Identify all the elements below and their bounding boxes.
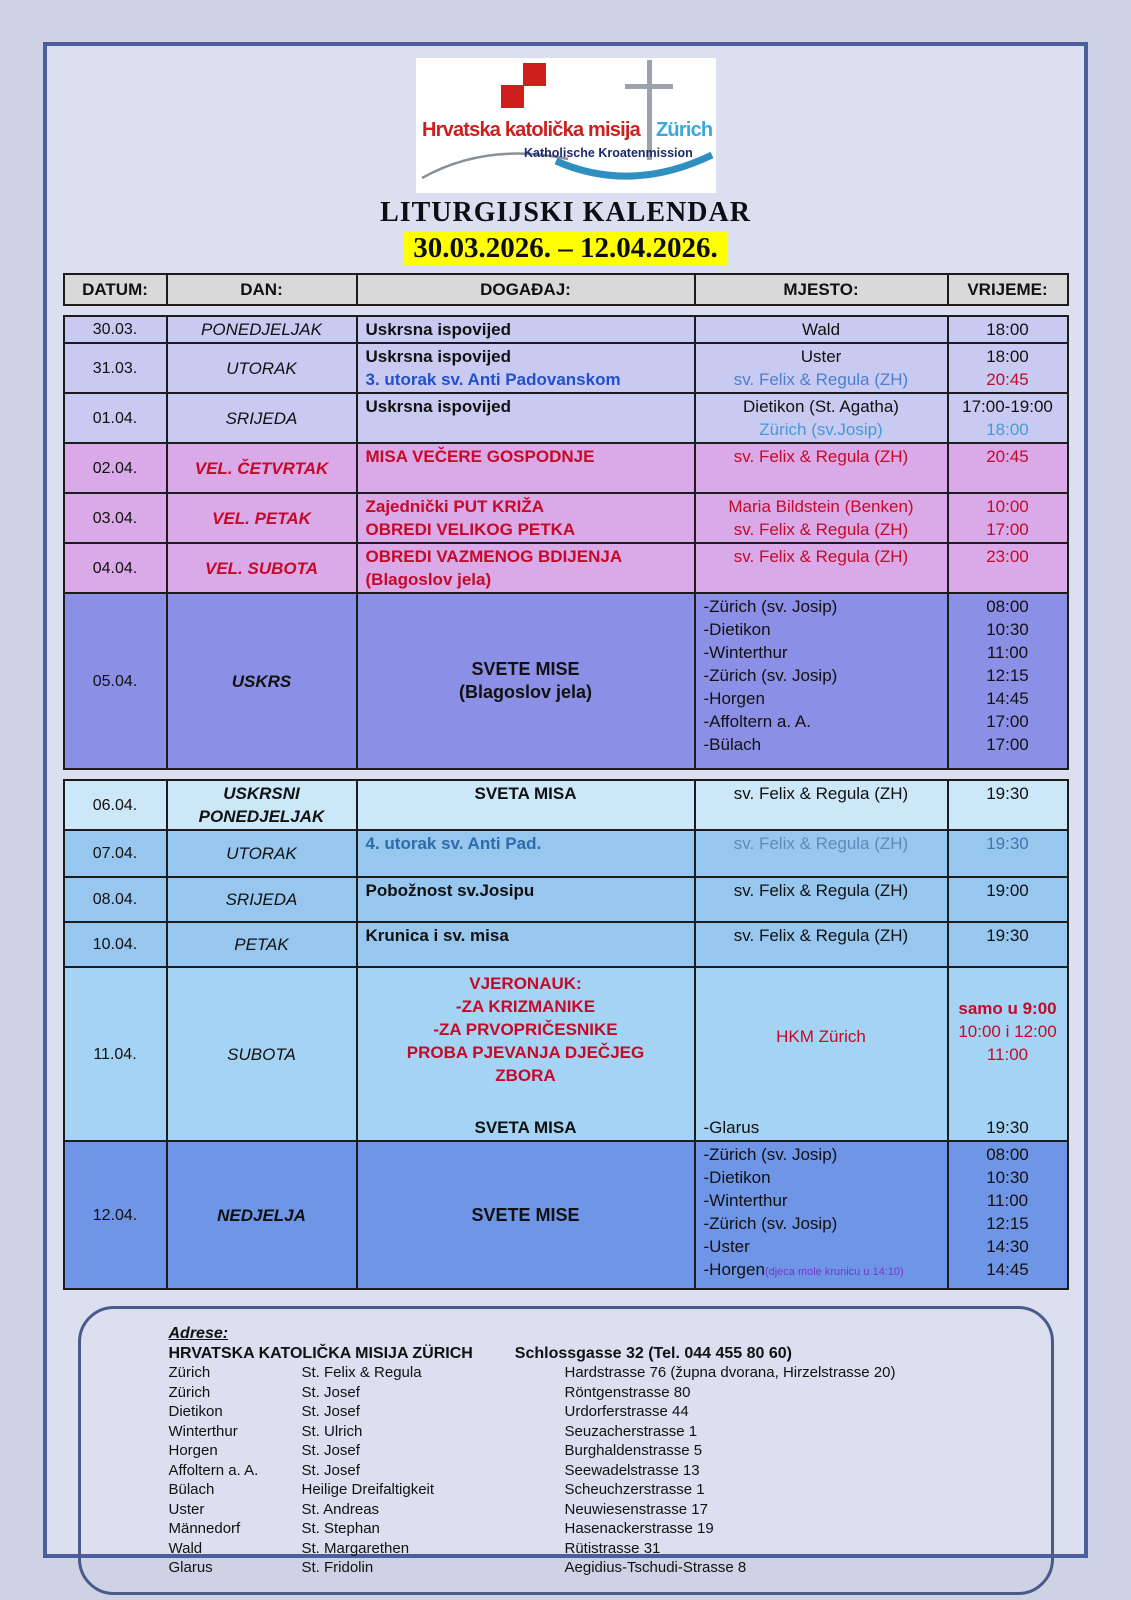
calendar-row xyxy=(65,592,1067,768)
day-cell: NEDJELJA xyxy=(168,1142,358,1288)
address-street: Hardstrasse 76 (župna dvorana, Hirzelstrasse 20) xyxy=(564,1364,896,1381)
calendar-row xyxy=(65,781,1067,829)
calendar-row xyxy=(65,829,1067,876)
time-line: 10:00 xyxy=(986,497,1029,516)
time-line: 18:00 xyxy=(986,347,1029,366)
time-line: 14:45 xyxy=(986,1260,1029,1279)
address-row xyxy=(169,1461,1031,1481)
place-line: -Bülach xyxy=(703,735,762,754)
address-row xyxy=(169,1500,1031,1520)
calendar xyxy=(63,273,1069,1290)
logo-title-blue: Zürich xyxy=(655,119,712,141)
place-cell xyxy=(696,968,949,1140)
address-street: Urdorferstrasse 44 xyxy=(564,1403,689,1420)
place-cell: sv. Felix & Regula (ZH) xyxy=(696,444,949,492)
event-cell xyxy=(358,344,696,392)
header-datum: DATUM: xyxy=(65,275,168,304)
time-line: 14:30 xyxy=(986,1237,1029,1256)
time-line: 17:00 xyxy=(986,735,1029,754)
event-line: (Blagoslov jela) xyxy=(458,682,593,702)
event-line: -ZA KRIZMANIKE xyxy=(455,997,596,1016)
place-line: -Affoltern a. A. xyxy=(703,712,811,731)
address-row xyxy=(169,1480,1031,1500)
addresses-box xyxy=(78,1306,1054,1595)
date-cell: 11.04. xyxy=(65,968,168,1140)
address-row xyxy=(169,1539,1031,1559)
calendar-row xyxy=(65,542,1067,592)
address-church: St. Fridolin xyxy=(301,1559,374,1576)
place-line xyxy=(704,1258,945,1284)
logo-title-red: Hrvatska katolička misija xyxy=(421,119,640,141)
address-city: Uster xyxy=(168,1500,205,1518)
event-cell: Uskrsna ispovijed xyxy=(358,394,696,442)
place-line: Dietikon (St. Agatha) xyxy=(743,397,899,416)
calendar-row xyxy=(65,876,1067,921)
place-cell: sv. Felix & Regula (ZH) xyxy=(696,781,949,829)
time-cell: 19:30 xyxy=(986,834,1029,853)
date-cell: 03.04. xyxy=(65,494,168,542)
address-street: Burghaldenstrasse 5 xyxy=(564,1442,703,1459)
event-line: (Blagoslov jela) xyxy=(365,570,492,589)
time-line: samo u 9:00 xyxy=(958,999,1057,1018)
calendar-row xyxy=(65,442,1067,492)
place-cell: sv. Felix & Regula (ZH) xyxy=(696,878,949,921)
time-line: 11:00 xyxy=(986,1191,1029,1210)
address-city: Wald xyxy=(168,1539,203,1557)
address-street: Hasenackerstrasse 19 xyxy=(564,1520,714,1537)
event-cell xyxy=(358,494,696,542)
address-church: Heilige Dreifaltigkeit xyxy=(301,1481,435,1498)
event-line: Uskrsna ispovijed xyxy=(365,347,512,366)
day-cell: UTORAK xyxy=(168,831,358,876)
mission-street: Schlossgasse 32 (Tel. 044 455 80 60) xyxy=(514,1345,793,1362)
address-row xyxy=(169,1519,1031,1539)
calendar-row xyxy=(65,317,1067,342)
day-cell: VEL. PETAK xyxy=(168,494,358,542)
place-line: -Horgen xyxy=(703,689,765,708)
place-line: -Zürich (sv. Josip) xyxy=(703,666,838,685)
place-line: Uster xyxy=(800,347,842,366)
place-line: -Winterthur xyxy=(703,643,788,662)
address-church: St. Josef xyxy=(301,1461,360,1479)
date-cell: 31.03. xyxy=(65,344,168,392)
place-name: -Horgen xyxy=(703,1260,765,1279)
address-street: Neuwiesenstrasse 17 xyxy=(564,1500,708,1518)
calendar-section-2 xyxy=(63,779,1069,1290)
date-cell: 02.04. xyxy=(65,444,168,492)
day-cell: UTORAK xyxy=(168,344,358,392)
addresses-heading: Adrese: xyxy=(168,1325,229,1342)
address-church: St. Stephan xyxy=(301,1520,380,1537)
place-cell: sv. Felix & Regula (ZH) xyxy=(696,544,949,592)
place-line: -Uster xyxy=(703,1237,750,1256)
time-cell: 23:00 xyxy=(986,547,1029,566)
time-cell xyxy=(949,394,1067,442)
time-line: 20:45 xyxy=(986,370,1029,389)
place-cell xyxy=(696,594,949,768)
place-line: -Dietikon xyxy=(703,620,771,639)
calendar-row xyxy=(65,392,1067,442)
address-city: Männedorf xyxy=(168,1520,241,1537)
event-cell xyxy=(358,968,696,1140)
time-line: 10:30 xyxy=(986,620,1029,639)
logo-subtitle: Katholische Kroatenmission xyxy=(523,146,693,160)
mission-name: HRVATSKA KATOLIČKA MISIJA ZÜRICH xyxy=(168,1345,473,1362)
date-cell: 06.04. xyxy=(65,781,168,829)
date-cell: 04.04. xyxy=(65,544,168,592)
address-row xyxy=(169,1383,1031,1403)
address-street: Scheuchzerstrasse 1 xyxy=(564,1481,705,1498)
day-cell: VEL. SUBOTA xyxy=(168,544,358,592)
place-cell: sv. Felix & Regula (ZH) xyxy=(696,831,949,876)
time-cell: 19:30 xyxy=(986,926,1029,945)
day-cell: VEL. ČETVRTAK xyxy=(168,444,358,492)
header-vrijeme: VRIJEME: xyxy=(949,275,1067,304)
place-line: -Zürich (sv. Josip) xyxy=(703,597,838,616)
place-cell: sv. Felix & Regula (ZH) xyxy=(696,923,949,966)
time-line: 11:00 xyxy=(986,1045,1029,1064)
address-row xyxy=(169,1402,1031,1422)
address-street: Seuzacherstrasse 1 xyxy=(564,1422,698,1440)
event-line: SVETE MISE xyxy=(471,659,580,679)
time-line: 12:15 xyxy=(986,1214,1029,1233)
time-line: 18:00 xyxy=(986,420,1029,439)
address-church: St. Ulrich xyxy=(301,1422,363,1440)
place-line: -Zürich (sv. Josip) xyxy=(703,1214,838,1233)
event-line: 3. utorak sv. Anti Padovanskom xyxy=(365,370,621,389)
time-line: 12:15 xyxy=(986,666,1029,685)
time-line: 10:00 i 12:00 xyxy=(958,1022,1057,1041)
address-city: Zürich xyxy=(168,1383,211,1401)
day-cell: SRIJEDA xyxy=(168,878,358,921)
date-cell: 05.04. xyxy=(65,594,168,768)
time-line: 11:00 xyxy=(986,643,1029,662)
address-row xyxy=(169,1363,1031,1383)
address-church: St. Josef xyxy=(301,1442,360,1459)
rosary-note: (djeca mole krunicu u 14:10) xyxy=(764,1266,904,1278)
header-dogadjaj: DOGAĐAJ: xyxy=(358,275,696,304)
time-cell xyxy=(949,494,1067,542)
place-cell xyxy=(696,1142,949,1288)
time-cell xyxy=(949,344,1067,392)
event-line: OBREDI VELIKOG PETKA xyxy=(365,520,576,539)
place-line: -Glarus xyxy=(703,1118,760,1137)
time-cell xyxy=(949,968,1067,1140)
time-line: 17:00 xyxy=(986,712,1029,731)
mission-logo xyxy=(416,58,716,193)
address-row xyxy=(169,1422,1031,1442)
place-line: HKM Zürich xyxy=(776,1027,866,1046)
address-city: Glarus xyxy=(168,1559,213,1576)
date-cell: 01.04. xyxy=(65,394,168,442)
header-dan: DAN: xyxy=(168,275,358,304)
calendar-row xyxy=(65,921,1067,966)
place-cell xyxy=(696,394,949,442)
address-street: Seewadelstrasse 13 xyxy=(564,1461,700,1479)
date-cell: 07.04. xyxy=(65,831,168,876)
calendar-row xyxy=(65,1140,1067,1288)
address-city: Zürich xyxy=(168,1364,211,1381)
event-line: OBREDI VAZMENOG BDIJENJA xyxy=(365,547,623,566)
event-line: -ZA PRVOPRIČESNIKE xyxy=(433,1020,618,1039)
day-cell: SRIJEDA xyxy=(168,394,358,442)
place-line: Zürich (sv.Josip) xyxy=(759,420,883,439)
calendar-section-1 xyxy=(63,315,1069,770)
address-church: St. Josef xyxy=(301,1383,360,1401)
header-mjesto: MJESTO: xyxy=(696,275,949,304)
date-range-highlight: 30.03.2026. – 12.04.2026. xyxy=(403,232,728,265)
calendar-header-table xyxy=(63,273,1069,306)
header-row xyxy=(65,275,1067,304)
address-street: Röntgenstrasse 80 xyxy=(564,1383,691,1401)
address-church: St. Josef xyxy=(301,1403,360,1420)
place-cell xyxy=(696,494,949,542)
time-line: 19:30 xyxy=(986,1118,1029,1137)
date-cell: 08.04. xyxy=(65,878,168,921)
address-city: Horgen xyxy=(168,1442,218,1459)
time-cell xyxy=(949,1142,1067,1288)
calendar-row xyxy=(65,966,1067,1140)
page-title: LITURGIJSKI KALENDAR xyxy=(380,197,751,228)
time-cell: 19:30 xyxy=(986,784,1029,803)
place-cell xyxy=(696,344,949,392)
address-row xyxy=(169,1558,1031,1578)
time-cell: 20:45 xyxy=(986,447,1029,466)
place-line: -Zürich (sv. Josip) xyxy=(703,1145,838,1164)
day-cell: USKRS xyxy=(168,594,358,768)
day-cell xyxy=(168,781,358,829)
time-line: 10:30 xyxy=(986,1168,1029,1187)
event-line: ZBORA xyxy=(495,1066,556,1085)
event-cell: Pobožnost sv.Josipu xyxy=(358,878,696,921)
time-cell xyxy=(949,594,1067,768)
event-cell: Krunica i sv. misa xyxy=(358,923,696,966)
event-cell xyxy=(358,594,696,768)
event-cell: 4. utorak sv. Anti Pad. xyxy=(358,831,696,876)
day-line: PONEDJELJAK xyxy=(198,807,325,826)
mission-logo-graphic xyxy=(416,58,716,193)
day-cell: SUBOTA xyxy=(168,968,358,1140)
address-row xyxy=(169,1441,1031,1461)
date-range-wrap xyxy=(47,232,1084,265)
event-cell: MISA VEČERE GOSPODNJE xyxy=(358,444,696,492)
time-line: 17:00 xyxy=(986,520,1029,539)
time-line: 08:00 xyxy=(986,597,1029,616)
address-church: St. Margarethen xyxy=(301,1539,410,1557)
calendar-row xyxy=(65,342,1067,392)
event-line: Zajednički PUT KRIŽA xyxy=(365,497,545,516)
time-line: 14:45 xyxy=(986,689,1029,708)
event-cell xyxy=(358,544,696,592)
address-church: St. Andreas xyxy=(301,1500,380,1518)
place-line: -Dietikon xyxy=(703,1168,771,1187)
time-cell: 19:00 xyxy=(986,881,1029,900)
time-cell: 18:00 xyxy=(949,317,1067,342)
date-cell: 30.03. xyxy=(65,317,168,342)
address-city: Winterthur xyxy=(168,1422,238,1440)
event-cell: Uskrsna ispovijed xyxy=(358,317,696,342)
time-line: 17:00-19:00 xyxy=(962,397,1053,416)
place-cell: Wald xyxy=(696,317,949,342)
mission-address-line xyxy=(169,1345,1031,1363)
address-church: St. Felix & Regula xyxy=(301,1364,422,1381)
address-city: Affoltern a. A. xyxy=(168,1461,259,1479)
place-line: -Winterthur xyxy=(703,1191,788,1210)
address-city: Dietikon xyxy=(168,1403,223,1420)
place-line: sv. Felix & Regula (ZH) xyxy=(733,370,909,389)
calendar-row xyxy=(65,492,1067,542)
place-line: sv. Felix & Regula (ZH) xyxy=(733,520,909,539)
event-cell: SVETE MISE xyxy=(358,1142,696,1288)
place-line: Maria Bildstein (Benken) xyxy=(728,497,914,516)
event-line: VJERONAUK: xyxy=(469,974,582,993)
page-frame xyxy=(43,42,1088,1576)
date-cell: 10.04. xyxy=(65,923,168,966)
day-cell: PETAK xyxy=(168,923,358,966)
date-cell: 12.04. xyxy=(65,1142,168,1288)
address-street: Aegidius-Tschudi-Strasse 8 xyxy=(564,1559,747,1576)
address-street: Rütistrasse 31 xyxy=(564,1539,661,1557)
day-line: USKRSNI xyxy=(223,784,300,803)
event-cell: SVETA MISA xyxy=(358,781,696,829)
event-line: SVETA MISA xyxy=(474,1118,577,1137)
time-line: 08:00 xyxy=(986,1145,1029,1164)
event-line: PROBA PJEVANJA DJEČJEG xyxy=(406,1043,645,1062)
address-city: Bülach xyxy=(168,1481,215,1498)
day-cell: PONEDJELJAK xyxy=(168,317,358,342)
